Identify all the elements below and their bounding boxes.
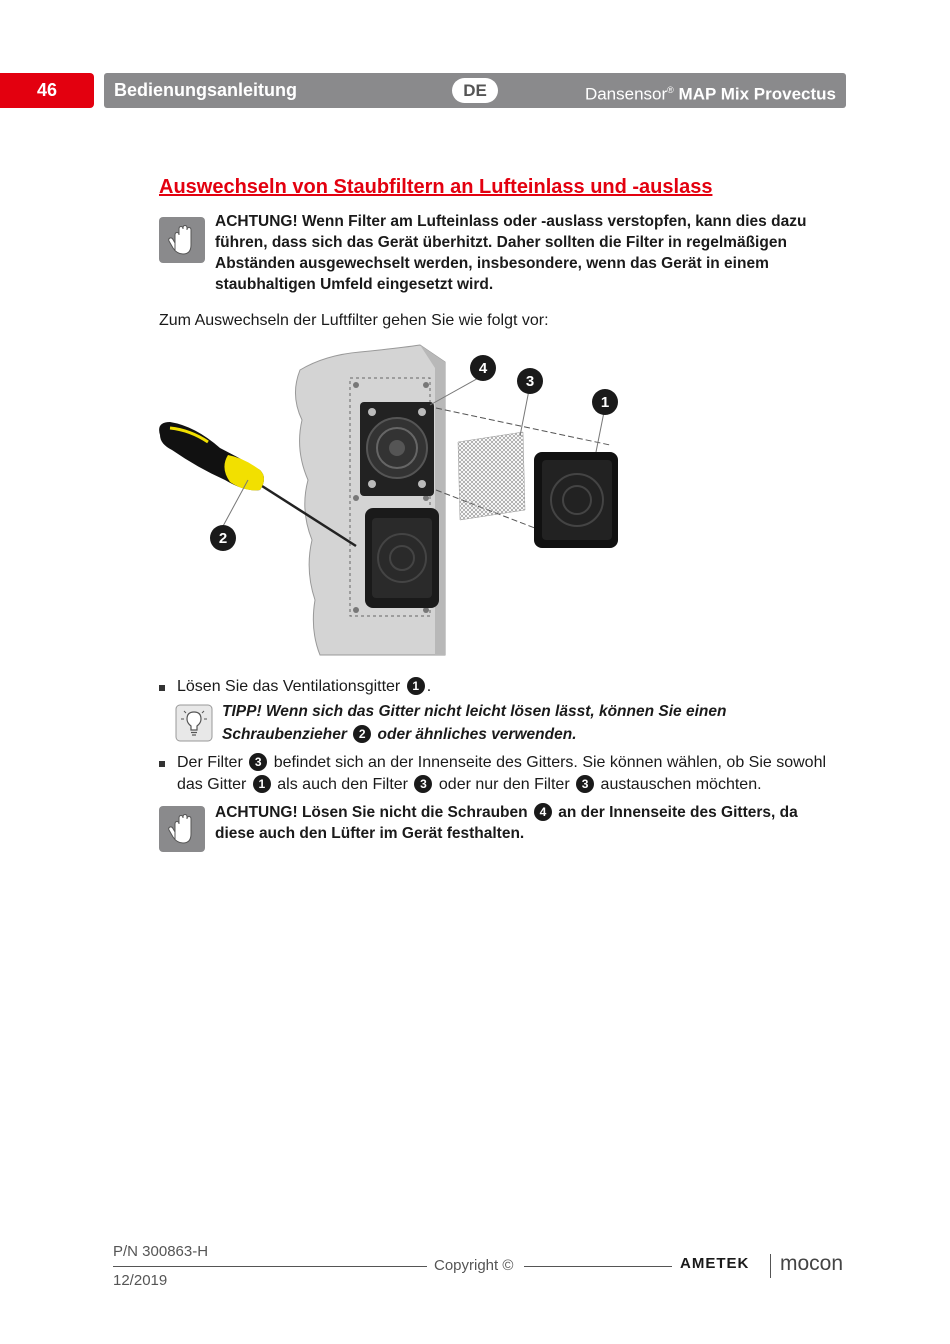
tip-text-part: TIPP! Wenn sich das Gitter nicht leicht lösen lässt, können Sie einen Schraubenzieher xyxy=(222,703,727,743)
warning-text-overheat: ACHTUNG! Wenn Filter am Lufteinlass oder -auslass verstopfen, kann dies dazu führen, dass sich das Gerät überhitzt. Daher sollten die Filter in regelmäßigen Abständen ausgewechselt werden, insbesondere, wenn das Gerät in einem staubhaltigen Umfeld eingesetzt wird. xyxy=(215,213,807,293)
manual-title: Bedienungsanleitung xyxy=(114,80,298,100)
revision-date: 12/2019 xyxy=(113,1272,168,1289)
lightbulb-icon xyxy=(175,704,213,742)
logo-separator xyxy=(770,1254,771,1278)
part-number: P/N 300863-H xyxy=(113,1243,209,1260)
svg-text:2: 2 xyxy=(218,530,228,547)
callout-ref: 3 xyxy=(576,775,594,793)
filter-replacement-illustration xyxy=(150,340,630,660)
hand-stop-icon xyxy=(159,217,205,263)
callout-ref: 4 xyxy=(534,803,552,821)
step-text: als auch den Filter xyxy=(277,776,408,793)
callout-2 xyxy=(210,525,236,551)
bullet-square xyxy=(159,761,165,767)
page-number: 46 xyxy=(0,73,94,108)
list-item-step-1 xyxy=(159,676,842,698)
brand: Dansensor xyxy=(584,84,668,104)
callout-4 xyxy=(470,355,496,381)
ametek-logo: AMETEK xyxy=(680,1255,750,1272)
step-text: befindet sich an der Innenseite des Gitters. Sie können wählen, ob Sie sowohl das Gitter xyxy=(177,754,827,793)
header-bar xyxy=(104,73,846,108)
callout-ref: 3 xyxy=(414,775,432,793)
footer-divider xyxy=(113,1266,427,1267)
step-text: oder nur den Filter xyxy=(438,776,570,793)
tip-text xyxy=(222,700,837,746)
product: MAP Mix Provectus xyxy=(678,84,836,104)
step-text: Der Filter xyxy=(177,754,243,771)
registered-mark: ® xyxy=(667,85,674,95)
warning-text-screws xyxy=(215,802,840,844)
mocon-logo: mocon xyxy=(780,1252,844,1275)
callout-ref: 1 xyxy=(253,775,271,793)
warning-text-part: an der Innenseite des Gitters, da diese auch den Lüfter im Gerät festhalten. xyxy=(215,804,798,842)
footer-divider xyxy=(524,1266,672,1267)
bullet-square xyxy=(159,685,165,691)
svg-text:4: 4 xyxy=(478,360,488,377)
hand-stop-icon xyxy=(159,806,205,852)
callout-ref: 3 xyxy=(249,753,267,771)
callout-ref: 2 xyxy=(353,725,371,743)
section-title: Auswechseln von Staubfiltern an Lufteinlass und -auslass xyxy=(159,176,713,198)
product-name xyxy=(585,73,836,108)
svg-text:1: 1 xyxy=(600,394,610,411)
list-item-step-2 xyxy=(159,752,842,796)
callout-ref: 1 xyxy=(407,677,425,695)
intro-text: Zum Auswechseln der Luftfilter gehen Sie wie folgt vor: xyxy=(159,312,549,329)
language-badge: DE xyxy=(452,78,498,103)
step-text: austauschen möchten. xyxy=(600,776,762,793)
step-text: . xyxy=(426,678,432,695)
tip-text-part: oder ähnliches verwenden. xyxy=(377,726,577,743)
copyright: Copyright © xyxy=(434,1257,514,1274)
callout-3 xyxy=(517,368,543,394)
step-text: Lösen Sie das Ventilationsgitter xyxy=(177,678,401,695)
callout-1 xyxy=(592,389,618,415)
svg-text:3: 3 xyxy=(525,373,535,390)
warning-text-part: ACHTUNG! Lösen Sie nicht die Schrauben xyxy=(215,804,528,821)
